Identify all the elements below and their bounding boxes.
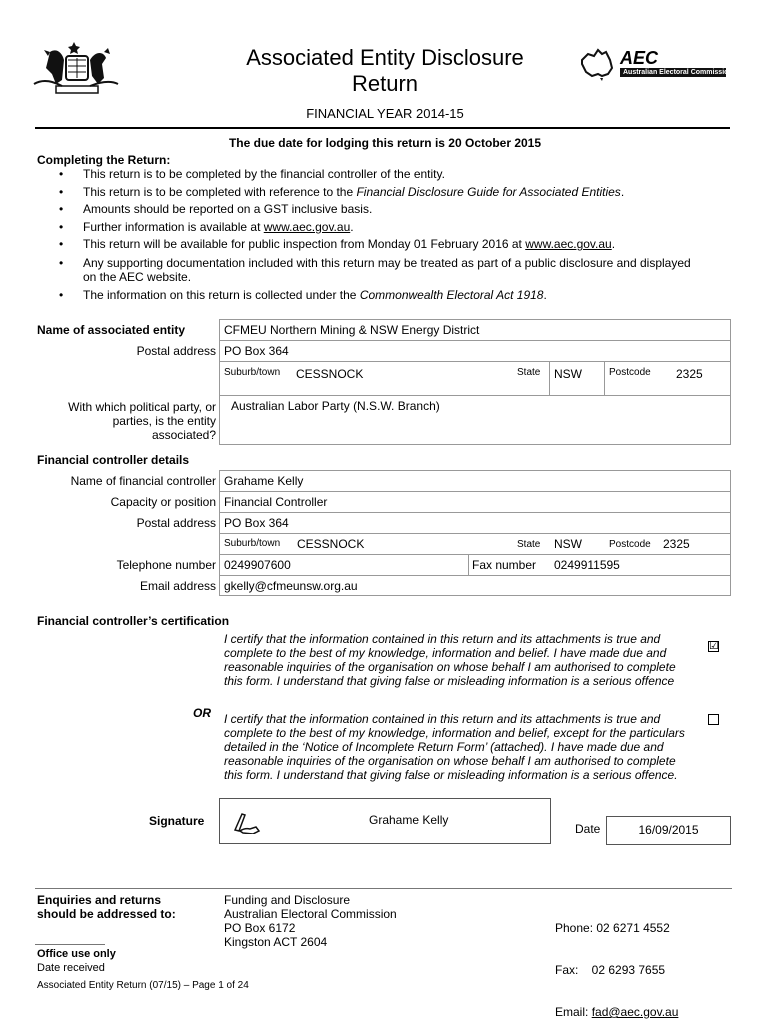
- telephone-field[interactable]: 0249907600: [224, 558, 291, 572]
- entity-postcode-field[interactable]: 2325: [676, 367, 703, 381]
- controller-postal-label: Postal address: [136, 516, 216, 530]
- controller-suburb-label: Suburb/town: [224, 538, 281, 549]
- entity-details-box: [219, 319, 731, 445]
- fax-field[interactable]: 0249911595: [554, 558, 620, 572]
- list-item: • The information on this return is collected under the Commonwealth Electoral Act 1918.: [37, 287, 697, 305]
- controller-postcode-field[interactable]: 2325: [663, 537, 690, 551]
- entity-name-field[interactable]: CFMEU Northern Mining & NSW Energy District: [224, 323, 480, 337]
- fax-label: Fax number: [472, 558, 537, 572]
- header-divider: [35, 127, 730, 129]
- date-field[interactable]: 16/09/2015: [606, 816, 731, 845]
- email-field[interactable]: gkelly@cfmeunsw.org.au: [224, 579, 358, 593]
- email-label: Email address: [139, 579, 216, 593]
- date-received-label: Date received: [37, 962, 105, 974]
- office-use-label: Office use only: [37, 948, 116, 960]
- certify-complete-checkbox[interactable]: ☑: [709, 640, 719, 652]
- enquiries-divider: [35, 888, 732, 889]
- controller-postal-field[interactable]: PO Box 364: [224, 516, 289, 530]
- controller-name-field[interactable]: Grahame Kelly: [224, 474, 304, 488]
- capacity-label: Capacity or position: [110, 495, 216, 509]
- certification-text-complete: I certify that the information contained in this return and its attachments is true and complete to the best of my knowledge, information and belief. I have made due and reasonable inquiries of the organisation on whose behalf I am authorised to complete this form. I understand that giving false or misleading information is a serious offence: [224, 632, 676, 688]
- divider: [219, 533, 731, 534]
- controller-state-label: State: [517, 539, 541, 550]
- entity-suburb-label: Suburb/town: [224, 367, 281, 378]
- title-line-2: Return: [351, 71, 419, 96]
- enquiries-address: Funding and Disclosure Australian Electoral Commission PO Box 6172 Kingston ACT 2604: [224, 893, 397, 949]
- aec-logo-text: AEC: [620, 48, 659, 68]
- entity-postal-label: Postal address: [136, 344, 216, 358]
- email-link[interactable]: fad@aec.gov.au: [591, 1005, 679, 1019]
- entity-postal-field[interactable]: PO Box 364: [224, 344, 289, 358]
- capacity-field[interactable]: Financial Controller: [224, 495, 328, 509]
- signature-label: Signature: [149, 814, 205, 828]
- divider: [219, 575, 731, 576]
- completing-heading: Completing the Return:: [37, 153, 171, 167]
- enquiries-contact: Phone: 02 6271 4552 Fax: 02 6293 7655 Email: fad@aec.gov.au: [555, 921, 679, 1019]
- footer-divider: [35, 944, 105, 945]
- divider: [219, 395, 731, 396]
- list-item: • Further information is available at www.aec.gov.au.: [37, 219, 697, 237]
- divider: [468, 554, 469, 575]
- controller-heading: Financial controller details: [37, 453, 190, 467]
- divider: [219, 340, 731, 341]
- list-item: • Any supporting documentation included with this return may be treated as part of a public disclosure and displayed on the AEC website.: [37, 254, 697, 287]
- certify-incomplete-checkbox[interactable]: [708, 714, 719, 725]
- due-date-notice: The due date for lodging this return is 20 October 2015: [228, 136, 542, 150]
- entity-suburb-field[interactable]: CESSNOCK: [296, 367, 364, 381]
- divider: [219, 554, 731, 555]
- list-item: • Amounts should be reported on a GST inclusive basis.: [37, 201, 697, 219]
- title-line-1: Associated Entity Disclosure: [246, 45, 524, 70]
- divider: [219, 491, 731, 492]
- australia-map-icon: [576, 48, 616, 82]
- certification-heading: Financial controller’s certification: [37, 614, 230, 628]
- list-item: • This return is to be completed with reference to the Financial Disclosure Guide for Associated Entities.: [37, 184, 697, 202]
- aec-website-link[interactable]: www.aec.gov.au: [263, 219, 351, 234]
- list-item: • This return will be available for public inspection from Monday 01 February 2016 at www.aec.gov.au.: [37, 236, 697, 254]
- controller-name-label: Name of financial controller: [70, 474, 216, 488]
- entity-state-field[interactable]: NSW: [554, 367, 582, 381]
- entity-state-label: State: [517, 367, 541, 378]
- or-divider-text: OR: [193, 706, 211, 720]
- signature-name: Grahame Kelly: [369, 813, 449, 827]
- aec-website-link[interactable]: www.aec.gov.au: [525, 237, 612, 252]
- enquiries-label: Enquiries and returns should be addressed to:: [37, 893, 176, 921]
- certification-text-incomplete: I certify that the information contained in this return and its attachments is true and complete to the best of my knowledge, information and belief, except for the particulars detailed in the ‘Notice of Incomplete Return Form’ (attached). I have made due and reasonable inquiries of the organisation on whose behalf I am authorised to complete this form. I understand that giving false or misleading information is a serious offence.: [224, 712, 685, 782]
- controller-suburb-field[interactable]: CESSNOCK: [297, 537, 365, 551]
- party-field[interactable]: Australian Labor Party (N.S.W. Branch): [231, 399, 440, 413]
- aec-logo: [576, 48, 731, 82]
- list-item: • This return is to be completed by the financial controller of the entity.: [37, 166, 697, 184]
- instructions-list: [37, 166, 697, 305]
- pen-signature-icon: [232, 810, 262, 834]
- form-reference: Associated Entity Return (07/15) – Page 1 of 24: [37, 980, 249, 991]
- controller-postcode-label: Postcode: [609, 539, 651, 550]
- entity-name-label: Name of associated entity: [37, 323, 186, 337]
- date-label: Date: [575, 822, 601, 836]
- controller-state-field[interactable]: NSW: [554, 537, 582, 551]
- party-label: With which political party, or parties, is the entity associated?: [68, 400, 216, 442]
- divider: [219, 361, 731, 362]
- financial-year: FINANCIAL YEAR 2014-15: [306, 106, 464, 121]
- entity-postcode-label: Postcode: [609, 367, 651, 378]
- aec-logo-subtitle: Australian Electoral Commission: [620, 68, 726, 77]
- divider: [219, 512, 731, 513]
- telephone-label: Telephone number: [116, 558, 216, 572]
